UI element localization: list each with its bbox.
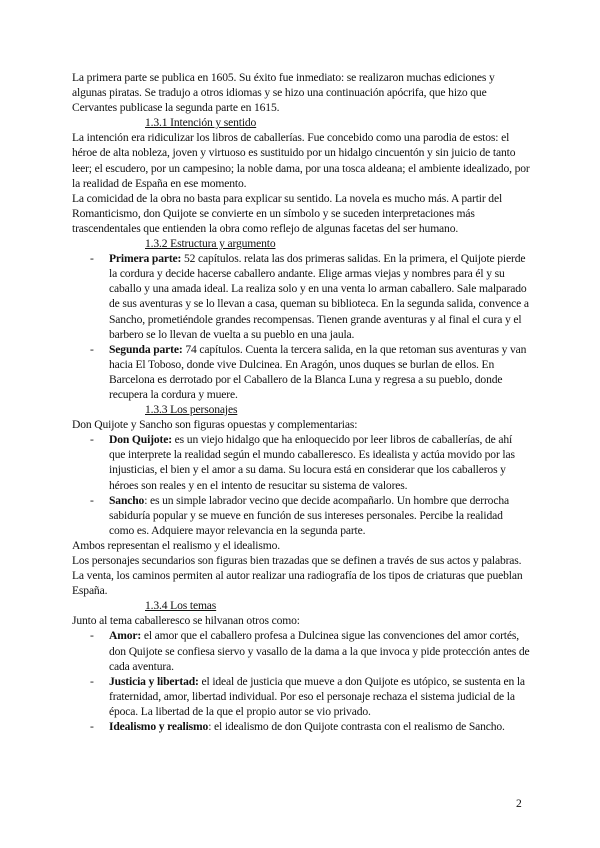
section-heading: 1.3.1 Intención y sentido (145, 116, 257, 130)
paragraph: La intención era ridiculizar los libros de caballerías. Fue concebido como una parodia de estos: el héroe de alta nobleza, joven y virtuoso es sustituido por un hidalgo cincuentón y sin juicio de tanto leer; el escudero, por un campesino; la noble dama, por una tosca aldeana; el ambiente idealizado, por la realidad de España en ese momento. (72, 131, 530, 190)
item-label: Don Quijote: (109, 433, 172, 447)
item-text: el amor que el caballero profesa a Dulcinea sigue las convenciones del amor cortés, don Quijote se confiesa siervo y vasallo de la dama a la que invoca y pide protección antes de cada aventura. (109, 629, 530, 673)
bullet-dash: - (90, 342, 94, 356)
list-item (90, 432, 530, 492)
page-number: 2 (516, 797, 522, 810)
bullet-list (72, 628, 530, 734)
paragraph: Don Quijote y Sancho son figuras opuestas y complementarias: (72, 418, 358, 432)
section-heading: 1.3.2 Estructura y argumento (145, 237, 276, 251)
list-item (90, 719, 530, 734)
list-item (90, 251, 530, 342)
paragraph: La comicidad de la obra no basta para explicar su sentido. La novela es mucho más. A partir del Romanticismo, don Quijote se convierte en un símbolo y se suceden interpretaciones más trascendentales que entienden la obra como reflejo de algunas facetas del ser humano. (72, 191, 503, 235)
document-page (72, 70, 530, 734)
item-text: el ideal de justicia que mueve a don Quijote es utópico, se sustenta en la fraternidad, amor, libertad individual. Por eso el personaje rechaza el sistema judicial de la época. La libertad de la que el propio autor se vio privado. (109, 674, 525, 718)
list-item (90, 674, 530, 719)
bullet-list (72, 432, 530, 538)
bullet-dash: - (90, 493, 94, 507)
item-text: : el idealismo de don Quijote contrasta con el realismo de Sancho. (208, 720, 505, 734)
paragraph: Los personajes secundarios son figuras bien trazadas que se definen a través de sus actos y palabras. La venta, los caminos permiten al autor realizar una radiografía de los tipos de criaturas que pueblan España. (72, 554, 523, 598)
bullet-dash: - (90, 720, 94, 734)
section-heading: 1.3.3 Los personajes (145, 403, 238, 417)
bullet-dash: - (90, 433, 94, 447)
bullet-dash: - (90, 629, 94, 643)
list-item (90, 493, 530, 538)
list-item (90, 342, 530, 402)
item-text: es un viejo hidalgo que ha enloquecido por leer libros de caballerías, de ahí que interprete la realidad según el mundo caballeresco. Es idealista y actúa movido por las injusticias, el bien y el amor a su dama. Su locura está en considerar que los caballeros y héroes son reales y en el intento de resucitar su sistema de valores. (109, 433, 515, 492)
item-label: Segunda parte: (109, 342, 183, 356)
item-label: Justicia y libertad: (109, 674, 199, 688)
bullet-dash: - (90, 252, 94, 266)
item-label: Idealismo y realismo (109, 720, 209, 734)
item-label: Sancho (109, 493, 145, 507)
paragraph: Junto al tema caballeresco se hilvanan otros como: (72, 614, 300, 628)
bullet-list (72, 251, 530, 402)
item-text: 52 capítulos. relata las dos primeras salidas. En la primera, el Quijote pierde la cordura y decide hacerse caballero andante. Elige armas viejas y nombres para él y su caballo y una amada ideal. La realiza solo y en una venta lo arman caballero. Sale malparado de sus aventuras y se lo llevan a casa, queman su biblioteca. En la segunda salida, convence a Sancho, prometiéndole grandes recompensas. Tienen grande aventuras y al final el cura y el barbero se lo llevan de vuelta a su pueblo en una jaula. (109, 252, 529, 341)
bullet-dash: - (90, 674, 94, 688)
paragraph: Ambos representan el realismo y el idealismo. (72, 538, 280, 552)
item-text: : es un simple labrador vecino que decide acompañarlo. Un hombre que derrocha sabiduría popular y se mueve en función de sus intereses personales. Percibe la realidad como es. Adquiere mayor relevancia en la segunda parte. (109, 493, 509, 537)
item-text: 74 capítulos. Cuenta la tercera salida, en la que retoman sus aventuras y van hacia El Toboso, donde vive Dulcinea. En Aragón, unos duques se burlan de ellos. En Barcelona es derrotado por el Caballero de la Blanca Luna y regresa a su pueblo, donde recupera la cordura y muere. (109, 342, 527, 401)
item-label: Amor: (109, 629, 142, 643)
item-label: Primera parte: (109, 252, 182, 266)
intro-paragraph: La primera parte se publica en 1605. Su éxito fue inmediato: se realizaron muchas ediciones y algunas piratas. Se tradujo a otros idiomas y se hizo una continuación apócrifa, que hizo que Cervantes publicase la segunda parte en 1615. (72, 71, 495, 115)
list-item (90, 628, 530, 673)
section-heading: 1.3.4 Los temas (145, 599, 217, 613)
